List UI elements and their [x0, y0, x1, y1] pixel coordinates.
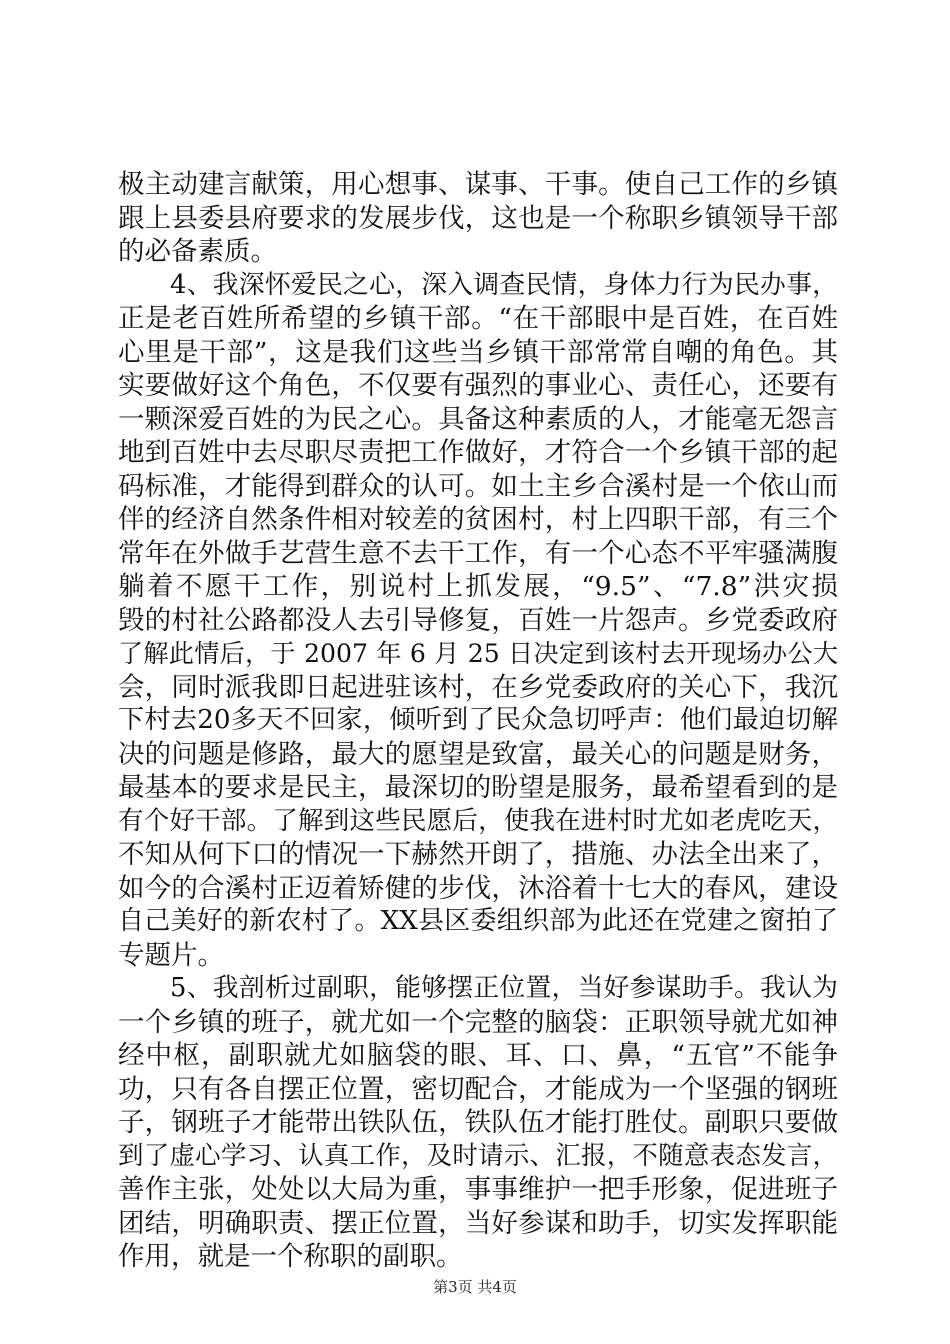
text-line: 下村去20多天不回家，倾听到了民众急切呼声：他们最迫切解: [118, 705, 838, 735]
text-line: 最基本的要求是民主，最深切的盼望是服务，最希望看到的是: [118, 772, 838, 803]
text-line: 跟上县委县府要求的发展步伐，这也是一个称职乡镇领导干部: [118, 202, 838, 234]
text-line: 实要做好这个角色，不仅要有强烈的事业心、责任心，还要有: [118, 370, 838, 401]
text-line: 的必备素质。: [118, 236, 277, 267]
text-line: 躺着不愿干工作，别说村上抓发展，“9.5”、“7.8”洪灾损: [118, 571, 838, 602]
text-line: 不知从何下口的情况一下赫然开朗了，措施、办法全出来了，: [118, 839, 838, 870]
text-line: 善作主张，处处以大局为重，事事维护一把手形象，促进班子: [118, 1174, 838, 1205]
text-line: 5、我剖析过副职，能够摆正位置，当好参谋助手。我认为: [170, 973, 838, 1003]
text-line: 有个好干部。了解到这些民愿后，使我在进村时尤如老虎吃天，: [118, 805, 838, 836]
text-line: 伴的经济自然条件相对较差的贫困村，村上四职干部，有三个: [118, 504, 838, 535]
text-line: 一个乡镇的班子，就尤如一个完整的脑袋：正职领导就尤如神: [118, 1006, 838, 1038]
text-line: 到了虚心学习、认真工作，及时请示、汇报，不随意表态发言，: [118, 1140, 838, 1171]
text-line: 码标准，才能得到群众的认可。如土主乡合溪村是一个依山而: [118, 470, 838, 502]
text-line: 专题片。: [118, 939, 224, 971]
text-line: 心里是干部”，这是我们这些当乡镇干部常常自嘲的角色。其: [118, 336, 838, 368]
text-line: 4、我深怀爱民之心，深入调查民情，身体力行为民办事，: [170, 269, 838, 300]
text-line: 正是老百姓所希望的乡镇干部。“在干部眼中是百姓，在百姓: [118, 303, 838, 334]
text-line: 功，只有各自摆正位置，密切配合，才能成为一个坚强的钢班: [118, 1073, 838, 1105]
text-line: 自己美好的新农村了。XX县区委组织部为此还在党建之窗拍了: [118, 906, 838, 936]
page-footer: 第3页 共4页: [433, 1278, 517, 1296]
text-line: 决的问题是修路，最大的愿望是致富，最关心的问题是财务，: [118, 738, 838, 770]
text-line: 经中枢，副职就尤如脑袋的眼、耳、口、鼻，“五官”不能争: [118, 1040, 838, 1071]
text-line: 子，钢班子才能带出铁队伍，铁队伍才能打胜仗。副职只要做: [118, 1107, 838, 1138]
text-line: 常年在外做手艺营生意不去干工作，有一个心态不平牢骚满腹: [118, 537, 838, 569]
text-line: 极主动建言献策，用心想事、谋事、干事。使自己工作的乡镇: [118, 169, 838, 200]
text-line: 了解此情后，于 2007 年 6 月 25 日决定到该村去开现场办公大: [118, 639, 838, 668]
body-text: [118, 168, 838, 1274]
text-line: 如今的合溪村正迈着矫健的步伐，沐浴着十七大的春风，建设: [118, 872, 838, 904]
text-line: 团结，明确职责、摆正位置，当好参谋和助手，切实发挥职能: [118, 1207, 838, 1239]
text-line: 毁的村社公路都没人去引导修复，百姓一片怨声。乡党委政府: [118, 604, 838, 636]
text-line: 作用，就是一个称职的副职。: [118, 1241, 463, 1272]
text-line: 会，同时派我即日起进驻该村，在乡党委政府的关心下，我沉: [118, 671, 838, 703]
text-line: 地到百姓中去尽职尽责把工作做好，才符合一个乡镇干部的起: [118, 437, 838, 468]
text-line: 一颗深爱百姓的为民之心。具备这种素质的人，才能毫无怨言: [118, 403, 838, 435]
